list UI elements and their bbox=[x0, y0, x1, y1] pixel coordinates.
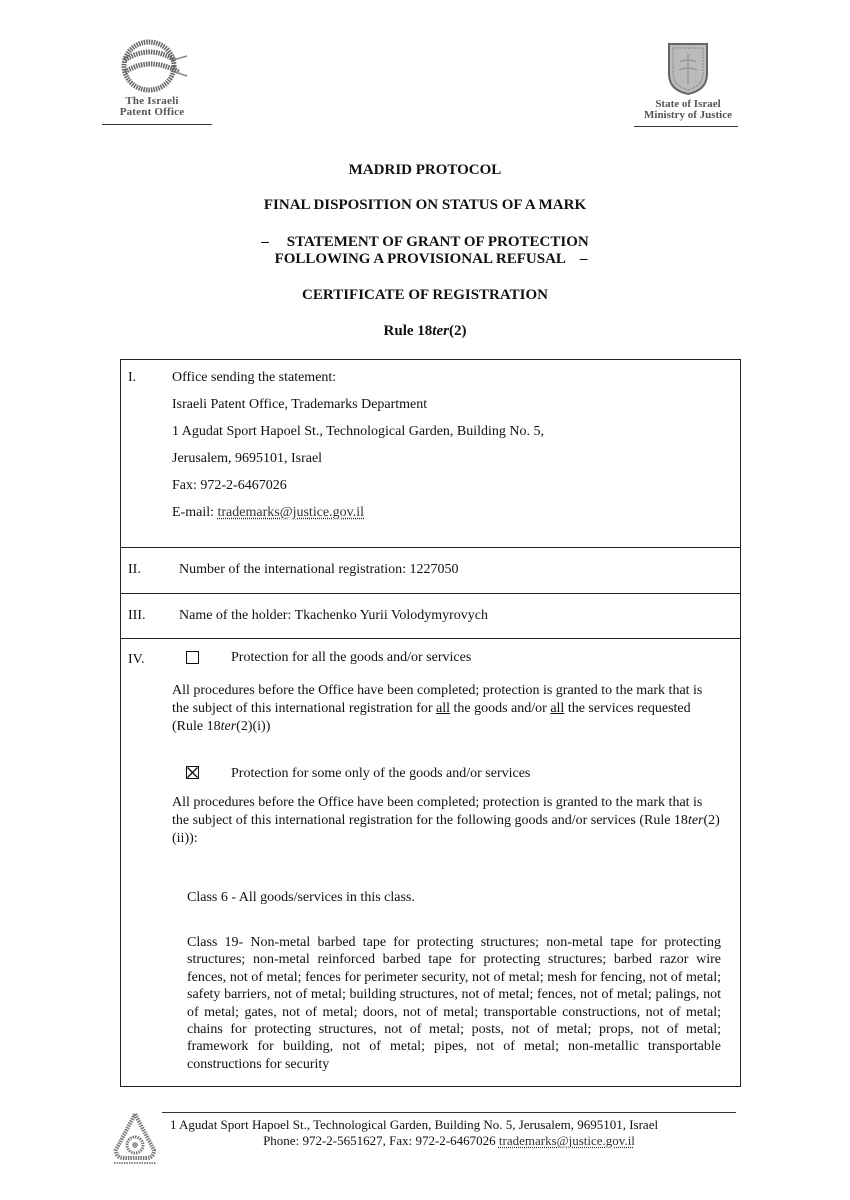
patent-office-logo bbox=[112, 38, 192, 118]
section-registration-number bbox=[121, 548, 740, 594]
patent-office-globe-icon bbox=[113, 38, 191, 94]
footer-divider bbox=[162, 1112, 736, 1113]
checkmark-x-icon bbox=[187, 767, 198, 778]
holder-name-text: Name of the holder: Tkachenko Yurii Volodymyrovych bbox=[179, 608, 488, 623]
registration-number-text: Number of the international registration: 1227050 bbox=[179, 562, 459, 577]
option-all-description: All procedures before the Office have been completed; protection is granted to the mark that is the subject of this international registration for all the goods and/or all the services requested (Rule 18ter(2)(i)) bbox=[172, 683, 703, 734]
footer-contact bbox=[0, 1133, 850, 1148]
section-number: I. bbox=[128, 370, 137, 385]
section-holder bbox=[121, 594, 740, 639]
section-number: II. bbox=[128, 562, 141, 577]
logo-underline bbox=[634, 126, 738, 127]
title-madrid-protocol: MADRID PROTOCOL bbox=[348, 162, 502, 178]
office-details bbox=[172, 364, 726, 526]
office-email-row bbox=[172, 499, 726, 526]
logo-caption-line2: Patent Office bbox=[119, 106, 185, 118]
logo-caption-line1: State of Israel bbox=[655, 98, 721, 110]
statement-table bbox=[120, 359, 741, 1087]
footer-address: 1 Agudat Sport Hapoel St., Technological Garden, Building No. 5, Jerusalem, 9695101, Israel bbox=[170, 1117, 659, 1132]
dash-left: – bbox=[261, 234, 269, 250]
section-office bbox=[121, 360, 740, 548]
section-protection bbox=[121, 639, 740, 1086]
option-some-label: Protection for some only of the goods and/or services bbox=[231, 766, 531, 781]
logo-caption-line1: The Israeli bbox=[125, 95, 179, 107]
statement-line-1: – STATEMENT OF GRANT OF PROTECTION bbox=[261, 234, 589, 250]
title-final-disposition: FINAL DISPOSITION ON STATUS OF A MARK bbox=[263, 197, 587, 213]
footer-phone-fax: Phone: 972-2-5651627, Fax: 972-2-6467026 bbox=[263, 1133, 499, 1148]
checkbox-protection-all[interactable] bbox=[186, 651, 199, 664]
section-number: III. bbox=[128, 608, 146, 623]
title-certificate: CERTIFICATE OF REGISTRATION bbox=[302, 287, 548, 303]
office-address-line1: 1 Agudat Sport Hapoel St., Technological Garden, Building No. 5, bbox=[172, 424, 545, 439]
class-19-goods: Class 19- Non-metal barbed tape for protecting structures; non-metal tape for protecting structures; non-metal reinforced barbed tape for protecting structures; barbed razor wire fences, not of metal; fences for perimeter security, not of metal; mesh for fencing, not of metal; safety barriers, not of metal; building structures, not of metal; fences, not of metal; palings, not of metal; gates, not of metal; doors, not of metal; transportable constructions, not of metal; chains for protecting structures, not of metal; posts, not of metal; props, not of metal; framework for building, not of metal; pipes, not of metal; non-metallic transportable constructions for security bbox=[187, 935, 721, 1072]
office-address-line2: Jerusalem, 9695101, Israel bbox=[172, 451, 323, 466]
option-some-description: All procedures before the Office have been completed; protection is granted to the mark that is the subject of this international registration for the following goods and/or services (Rule 18ter(2)(ii)): bbox=[172, 795, 720, 846]
option-all-label: Protection for all the goods and/or services bbox=[231, 650, 472, 665]
logo-underline bbox=[102, 124, 212, 125]
office-email-link[interactable]: trademarks@justice.gov.il bbox=[217, 505, 365, 520]
logo-caption-line2: Ministry of Justice bbox=[644, 109, 732, 121]
office-name: Israeli Patent Office, Trademarks Department bbox=[172, 397, 428, 412]
state-emblem-shield-icon bbox=[665, 40, 711, 96]
office-label: Office sending the statement: bbox=[172, 370, 337, 385]
section-number: IV. bbox=[128, 652, 145, 667]
office-fax: Fax: 972-2-6467026 bbox=[172, 478, 287, 493]
email-label: E-mail: bbox=[172, 505, 218, 520]
statement-line-2: FOLLOWING A PROVISIONAL REFUSAL – bbox=[274, 251, 588, 267]
dash-right: – bbox=[579, 251, 588, 267]
class-6-goods: Class 6 - All goods/services in this class. bbox=[187, 890, 415, 905]
ministry-logo bbox=[638, 40, 738, 121]
footer-email-link[interactable]: trademarks@justice.gov.il bbox=[498, 1133, 635, 1148]
title-statement-of-grant bbox=[0, 234, 850, 268]
checkbox-protection-some[interactable] bbox=[186, 766, 199, 779]
title-rule: Rule 18ter(2) bbox=[383, 323, 467, 339]
